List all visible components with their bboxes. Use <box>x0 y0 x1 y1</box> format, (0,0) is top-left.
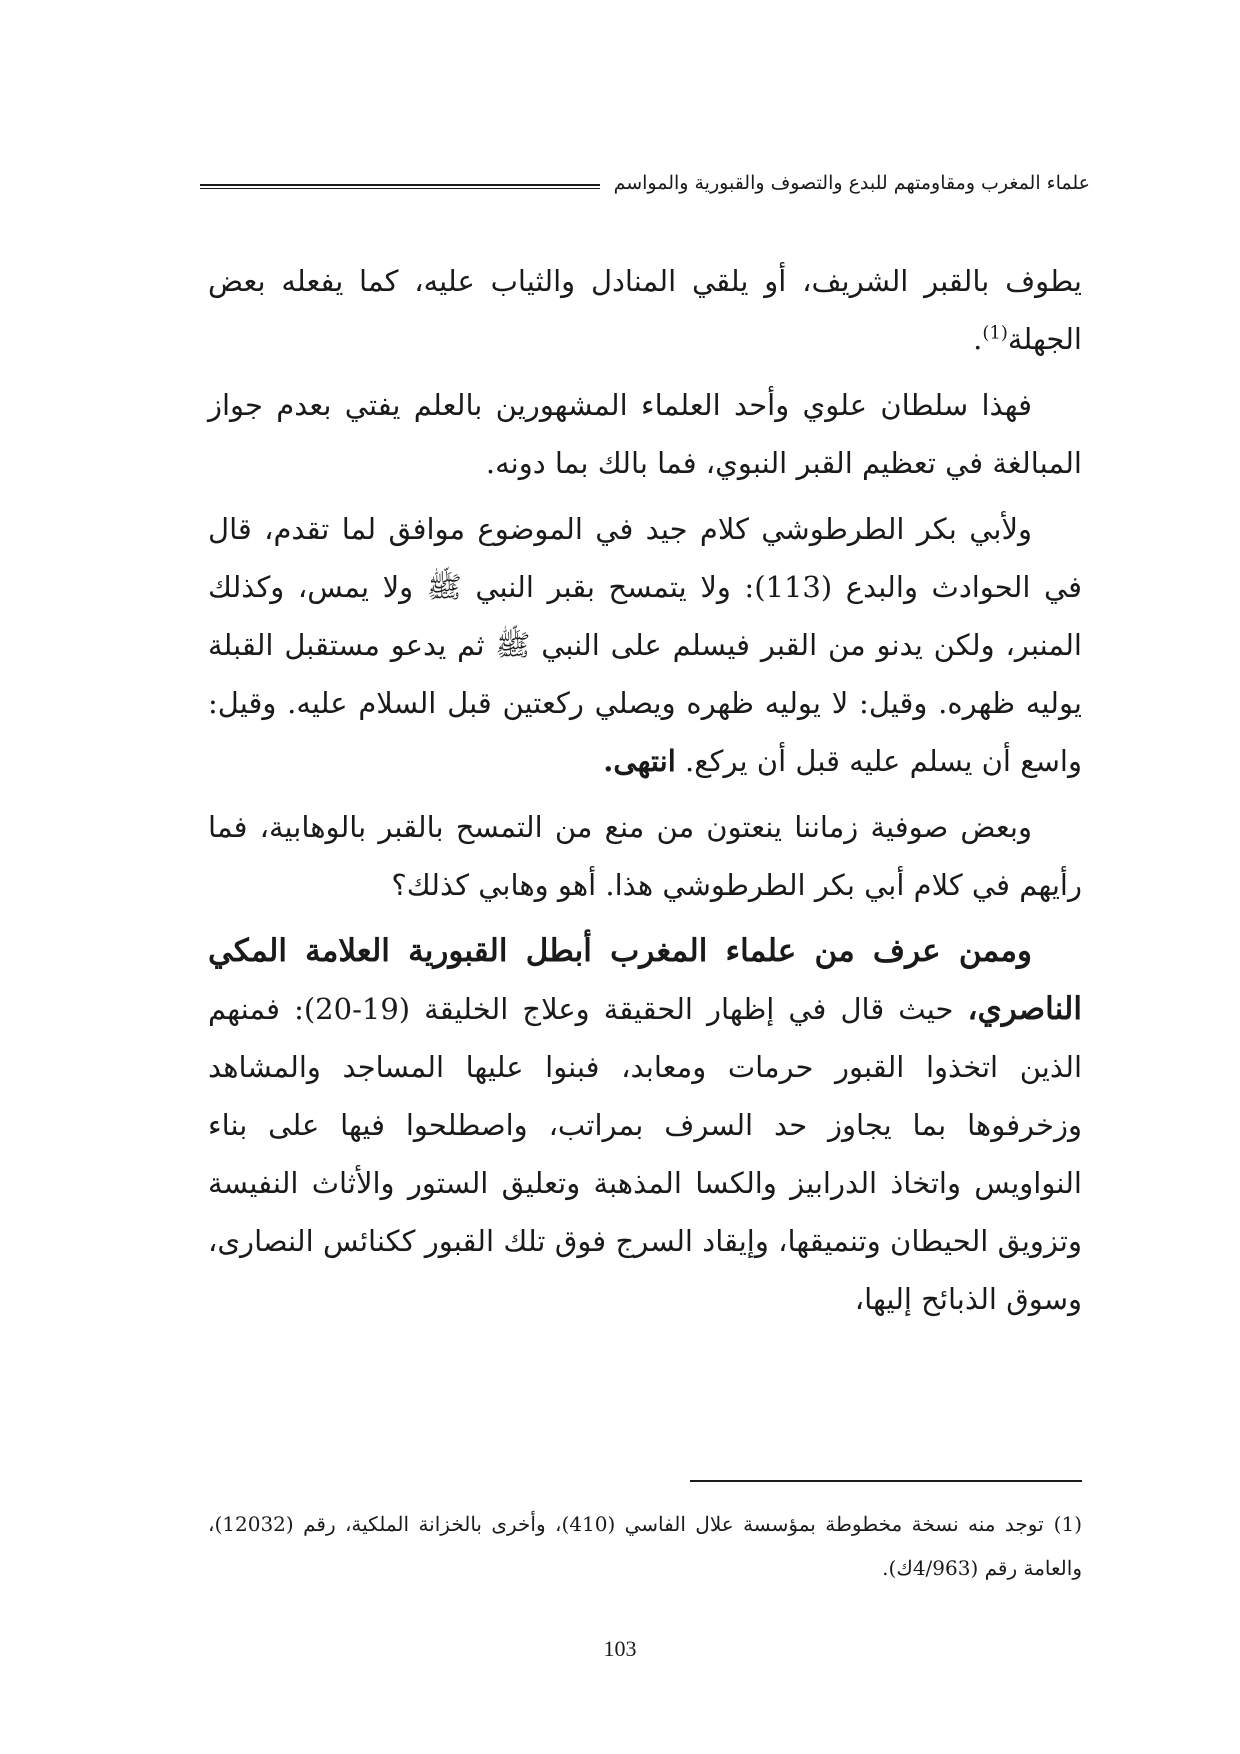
footnote-number: (1) <box>1053 1512 1082 1536</box>
paragraph-2: فهذا سلطان علوي وأحد العلماء المشهورين بالعلم يفتي بعدم جواز المبالغة في تعظيم القبر النبوي، فما بالك بما دونه. <box>208 388 1082 480</box>
footnote-divider <box>690 1480 1082 1482</box>
paragraph-3 <box>208 500 1082 790</box>
footnote-1 <box>208 1502 1082 1590</box>
page-number: 103 <box>603 1636 637 1661</box>
main-text <box>208 252 1082 1336</box>
paragraph-1 <box>208 252 1082 368</box>
paragraph-3-text: ولأبي بكر الطرطوشي كلام جيد في الموضوع موافق لما تقدم، قال في الحوادث والبدع (113): ولا يتمسح بقبر النبي ﷺ ولا يمس، وكذلك المنبر، ولكن يدنو من القبر فيسلم على النبي ﷺ ثم يدعو مستقبل القبلة يوليه ظهره. وقيل: لا يوليه ظهره ويصلي ركعتين قبل السلام عليه. وقيل: واسع أن يسلم عليه قبل أن يركع. <box>208 512 1083 778</box>
paragraph-1-end: . <box>973 322 983 356</box>
header-rule <box>200 184 600 189</box>
paragraph-5 <box>208 922 1082 1328</box>
footnote-text: توجد منه نسخة مخطوطة بمؤسسة علال الفاسي (410)، وأخرى بالخزانة الملكية، رقم (12032)، والعامة رقم (4/963ك). <box>208 1512 1082 1580</box>
paragraph-4: وبعض صوفية زماننا ينعتون من منع من التمسح بالقبر بالوهابية، فما رأيهم في كلام أبي بكر الطرطوشي هذا. أهو وهابي كذلك؟ <box>208 810 1082 902</box>
paragraph-3-end-word: انتهى. <box>603 744 676 778</box>
running-header <box>200 166 1090 200</box>
running-header-title: علماء المغرب ومقاومتهم للبدع والتصوف والقبورية والمواسم <box>613 172 1090 194</box>
paragraph-1-text: يطوف بالقبر الشريف، أو يلقي المنادل والثياب عليه، كما يفعله بعض الجهلة <box>208 264 1082 356</box>
paragraph-5-lead: وممن عرف من علماء المغرب أبطل القبورية العلامة المكي الناصري، <box>208 933 1082 1027</box>
footnote-ref-1[interactable]: (1) <box>982 322 1008 344</box>
paragraph-5-rest: حيث قال في إظهار الحقيقة وعلاج الخليقة (19-20): فمنهم الذين اتخذوا القبور حرمات ومعابد، فبنوا عليها المساجد والمشاهد وزخرفوها بما يجاوز حد السرف بمراتب، واصطلحوا فيها على بناء النواويس واتخاذ الدرابيز والكسا المذهبة وتعليق الستور والأثاث النفيسة وتزويق الحيطان وتنميقها، وإيقاد السرج فوق تلك القبور ككنائس النصارى، وسوق الذبائح إليها، <box>208 992 1082 1316</box>
